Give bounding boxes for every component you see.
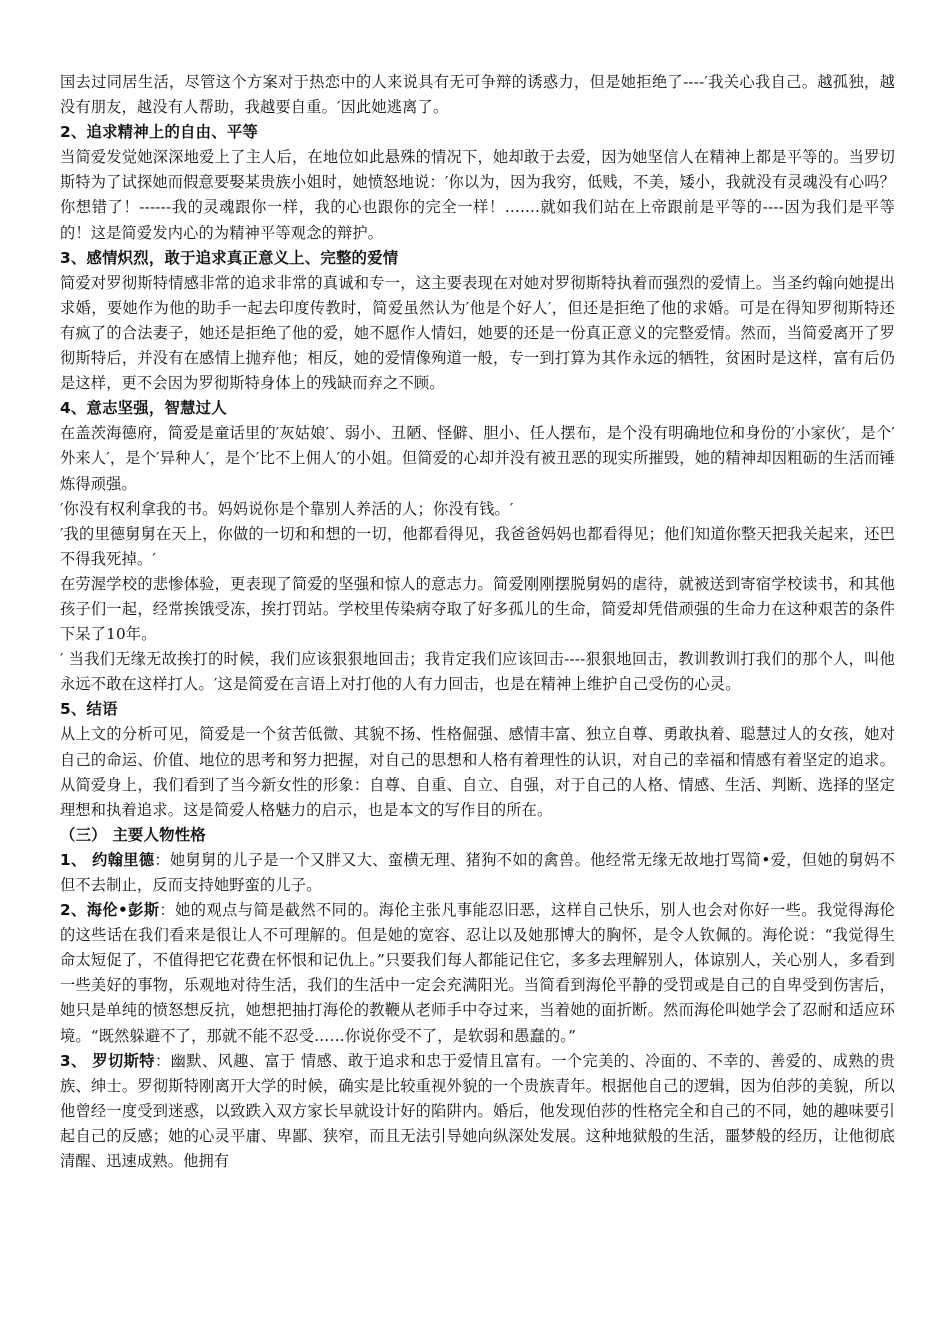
heading-4: 4、意志坚强，智慧过人	[60, 399, 227, 418]
section-heading-characters: （三） 主要人物性格	[60, 825, 206, 844]
paragraph-intro: 国去过同居生活，尽管这个方案对于热恋中的人来说具有无可争辩的诱惑力，但是她拒绝了----′我关心我自己。越孤独，越没有朋友，越没有人帮助，我越要自重。′因此她逃离了。	[60, 73, 895, 117]
heading-3: 3、感情炽烈，敢于追求真正意义上、完整的爱情	[60, 248, 399, 267]
paragraph-4a: 在盖茨海德府，简爱是童话里的′灰姑娘′、弱小、丑陋、怪僻、胆小、任人摆布，是个没有明确地位和身份的′小家伙′，是个′外来人′，是个′异种人′，是个′比不上佣人′的小姐。但简爱的心却并没有被丑恶的现实所摧毁，她的精神却因粗砺的生活而锤炼得顽强。	[60, 424, 895, 493]
character-3-name: 3、 罗切斯特	[60, 1051, 155, 1070]
character-2-name: 2、海伦•彭斯	[60, 901, 160, 920]
paragraph-3: 简爱对罗彻斯特情感非常的追求非常的真诚和专一，这主要表现在对她对罗彻斯特执着而强烈的爱情上。当圣约翰向她提出求婚，要她作为他的助手一起去印度传教时，简爱虽然认为′他是个好人′，但还是拒绝了他的求婚。可是在得知罗彻斯特还有疯了的合法妻子，她还是拒绝了他的爱，她不愿作人情妇，她要的还是一份真正意义的完整爱情。然而，当简爱离开了罗彻斯特后，并没有在感情上抛弃他；相反，她的爱情像殉道一般，专一到打算为其作永远的牺牲，贫困时是这样，富有后仍是这样，更不会因为罗彻斯特身体上的残缺而弃之不顾。	[60, 273, 895, 393]
quote-4e: ′ 当我们无缘无故挨打的时候，我们应该狠狠地回击；我肯定我们应该回击----狠狠地回击，教训教训打我们的那个人，叫他永远不敢在这样打人。′这是简爱在言语上对打他的人有力回击，也是在精神上维护自己受伤的心灵。	[60, 650, 895, 694]
character-3	[60, 1049, 895, 1174]
paragraph-2: 当简爱发觉她深深地爱上了主人后，在地位如此悬殊的情况下，她却敢于去爱，因为她坚信人在精神上都是平等的。当罗切斯特为了试探她而假意要娶某贵族小姐时，她愤怒地说：′你以为，因为我穷，低贱，不美，矮小，我就没有灵魂没有心吗？你想错了！------我的灵魂跟你一样，我的心也跟你的完全一样！.......就如我们站在上帝跟前是平等的----因为我们是平等的！这是简爱发内心的为精神平等观念的辩护。	[60, 148, 895, 242]
character-2	[60, 898, 895, 1049]
character-1-name: 1、 约翰里德	[60, 850, 155, 869]
character-1-text: ：她舅舅的儿子是一个又胖又大、蛮横无理、猪狗不如的禽兽。他经常无缘无故地打骂简•爱，但她的舅妈不但不去制止，反而支持她野蛮的儿子。	[60, 850, 895, 894]
paragraph-5: 从上文的分析可见，简爱是一个贫苦低微、其貌不扬、性格倔强、感情丰富、独立自尊、勇敢执着、聪慧过人的女孩，她对自己的命运、价值、地位的思考和努力把握，对自己的思想和人格有着理性的认识，对自己的幸福和情感有着坚定的追求。从简爱身上，我们看到了当今新女性的形象：自尊、自重、自立、自强，对于自己的人格、情感、生活、判断、选择的坚定理想和执着追求。这是简爱人格魅力的启示，也是本文的写作目的所在。	[60, 725, 895, 819]
character-3-text: ：幽默、风趣、富于 情感、敢于追求和忠于爱情且富有。一个完美的、冷面的、不幸的、善爱的、成熟的贵族、绅士。罗彻斯特刚离开大学的时候，确实是比较重视外貌的一个贵族青年。根据他自己的逻辑，因为伯莎的美貌，所以他曾经一度受到迷惑，以致跌入双方家长早就设计好的陷阱内。婚后，他发现伯莎的性格完全和自己的不同，她的趣味要引起自己的反感；她的心灵平庸、卑鄙、狭窄，而且无法引导她向纵深处发展。这种地狱般的生活，噩梦般的经历，让他彻底清醒、迅速成熟。他拥有	[60, 1051, 895, 1171]
character-2-text: ：她的观点与简是截然不同的。海伦主张凡事能忍旧恶，这样自己快乐，别人也会对你好一些。我觉得海伦的这些话在我们看来是很让人不可理解的。但是她的宽容、忍让以及她那博大的胸怀，是令人钦佩的。海伦说：“我觉得生命太短促了，不值得把它花费在怀恨和记仇上。”只要我们每人都能记住它，多多去理解别人，体谅别人，关心别人，多看到一些美好的事物，乐观地对待生活，我们的生活中一定会充满阳光。当简看到海伦平静的受罚或是自己的自卑受到伤害后，她只是单纯的愤怒想反抗，她想把抽打海伦的教鞭从老师手中夺过来，当着她的面折断。然而海伦叫她学会了忍耐和适应环境。“既然躲避不了，那就不能不忍受……你说你受不了，是软弱和愚蠢的。”	[60, 901, 895, 1045]
paragraph-4d: 在劳渥学校的悲惨体验，更表现了简爱的坚强和惊人的意志力。简爱刚刚摆脱舅妈的虐待，就被送到寄宿学校读书，和其他孩子们一起，经常挨饿受冻，挨打罚站。学校里传染病夺取了好多孤儿的生命，简爱却凭借顽强的生命力在这种艰苦的条件下呆了10年。	[60, 574, 895, 644]
heading-5: 5、结语	[60, 700, 118, 719]
document-page	[60, 70, 895, 1174]
quote-4c: ′我的里德舅舅在天上，你做的一切和和想的一切，他都看得见，我爸爸妈妈也都看得见；他们知道你整天把我关起来，还巴不得我死掉。′	[60, 524, 895, 568]
heading-2: 2、追求精神上的自由、平等	[60, 123, 258, 142]
character-1	[60, 848, 895, 898]
quote-4b: ′你没有权利拿我的书。妈妈说你是个靠别人养活的人；你没有钱。′	[60, 499, 514, 518]
